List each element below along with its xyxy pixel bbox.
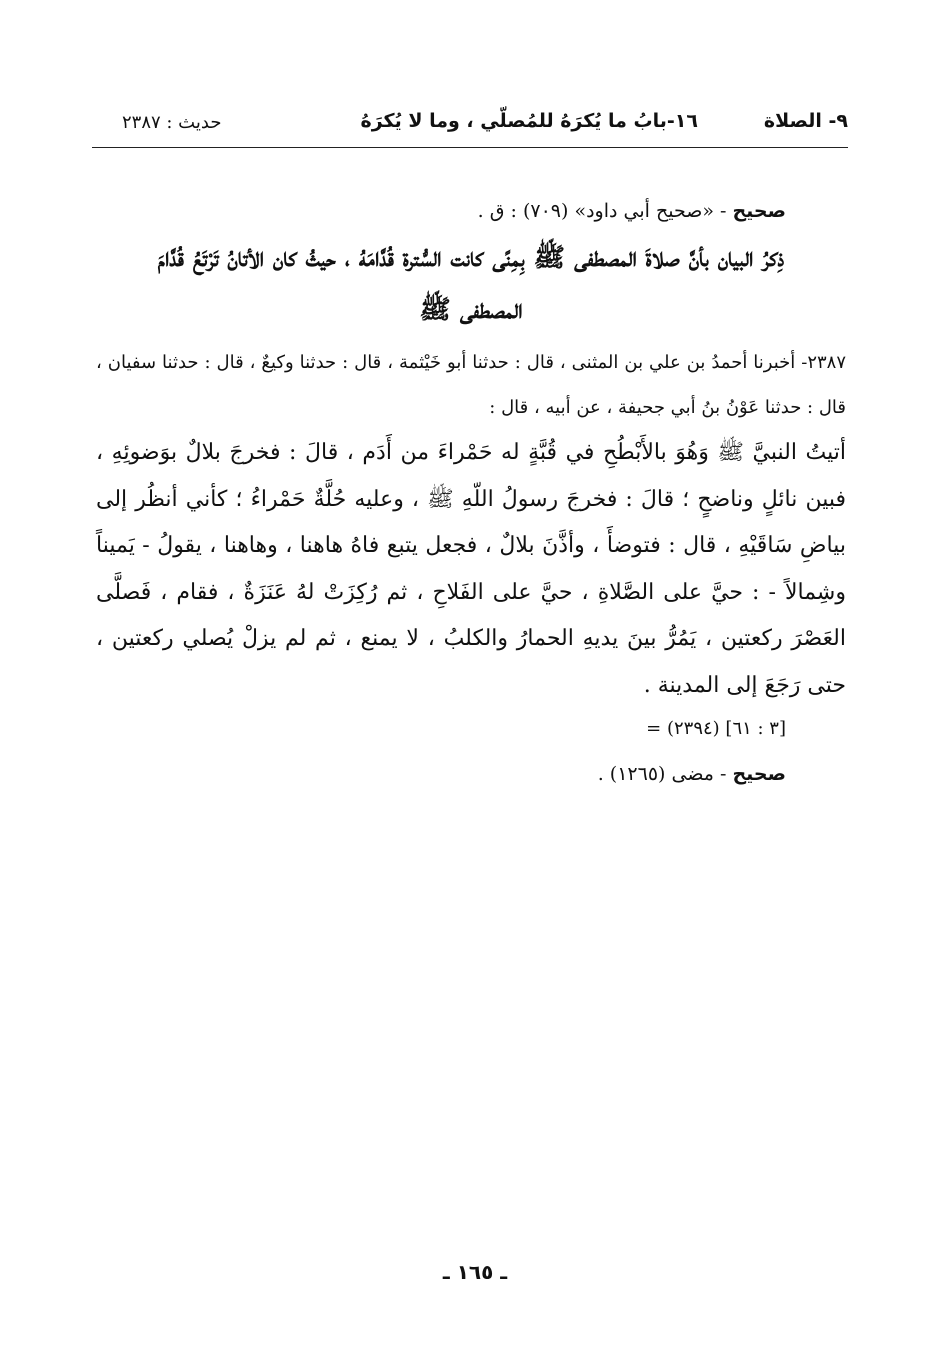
hadith-reference: حديث : ٢٣٨٧: [122, 112, 222, 133]
hadith-isnad: ٢٣٨٧- أخبرنا أحمدُ بن علي بن المثنى ، قال : حدثنا أبو خَيْثمة ، قال : حدثنا وكيعٌ ، قال : حدثنا سفيان ، قال : حدثنا عَوْنُ بنُ أبي جحيفة ، عن أبيه ، قال :: [96, 352, 846, 418]
header-rule: [92, 147, 848, 148]
running-header: [92, 106, 848, 146]
main-text: [96, 190, 846, 799]
page-number: ـ ١٦٥ ـ: [442, 1260, 508, 1284]
previous-grade-text: - «صحيح أبي داود» (٧٠٩) : ق .: [477, 200, 733, 222]
previous-grade: [96, 190, 846, 232]
chapter-heading: ذِكرُ البيان بأنَّ صلاةَ المصطفى ﷺ بِمِنًى كانت السُّترة قُدَّامَهُ ، حيثُ كان الأتانُ تَرْتَعُ قُدَّامَ المصطفى ﷺ: [157, 243, 785, 325]
chapter-title: ١٦-بابُ ما يُكرَهُ للمُصلّي ، وما لا يُكرَهُ: [360, 110, 698, 132]
section-title: ٩- الصلاة: [763, 110, 848, 132]
hadith-grade-label: صحيح: [732, 763, 786, 785]
previous-grade-label: صحيح: [732, 200, 786, 222]
cross-references: = (٢٣٩٤) [٣ : ٦١]: [646, 718, 786, 739]
hadith-grade-text: - مضى (١٢٦٥) .: [597, 763, 733, 785]
hadith-grade: [96, 749, 846, 799]
hadith-matn: أتيتُ النبيَّ ﷺ وَهُوَ بالأَبْطُحِ في قُبَّةٍ له حَمْراءَ من أَدَم ، قالَ : فخرجَ بلالٌ بوَضوئِهِ ، فبين نائلٍ وناضحٍ ؛ قالَ : فخرجَ رسولُ اللّهِ ﷺ ، وعليه حُلَّةٌ حَمْراءُ ؛ كأني أنظُر إلى بياضِ سَاقَيْهِ ، قال : فتوضأَ ، وأذَّنَ بلالٌ ، فجعل يتبع فاهُ هاهنا ، وهاهنا ، يقولُ - يَميناً وشِمالاً - : حيَّ على الصَّلاةِ ، حيَّ على الفَلاحِ ، ثم رُكِزَتْ لهُ عَنَزَةٌ ، فقام ، فَصلَّى العَصْرَ ركعتين ، يَمُرُّ بينَ يديهِ الحمارُ والكلبُ ، لا يمنع ، ثم لم يزلْ يُصلي ركعتين ، حتى رَجَعَ إلى المدينة .: [96, 440, 846, 698]
